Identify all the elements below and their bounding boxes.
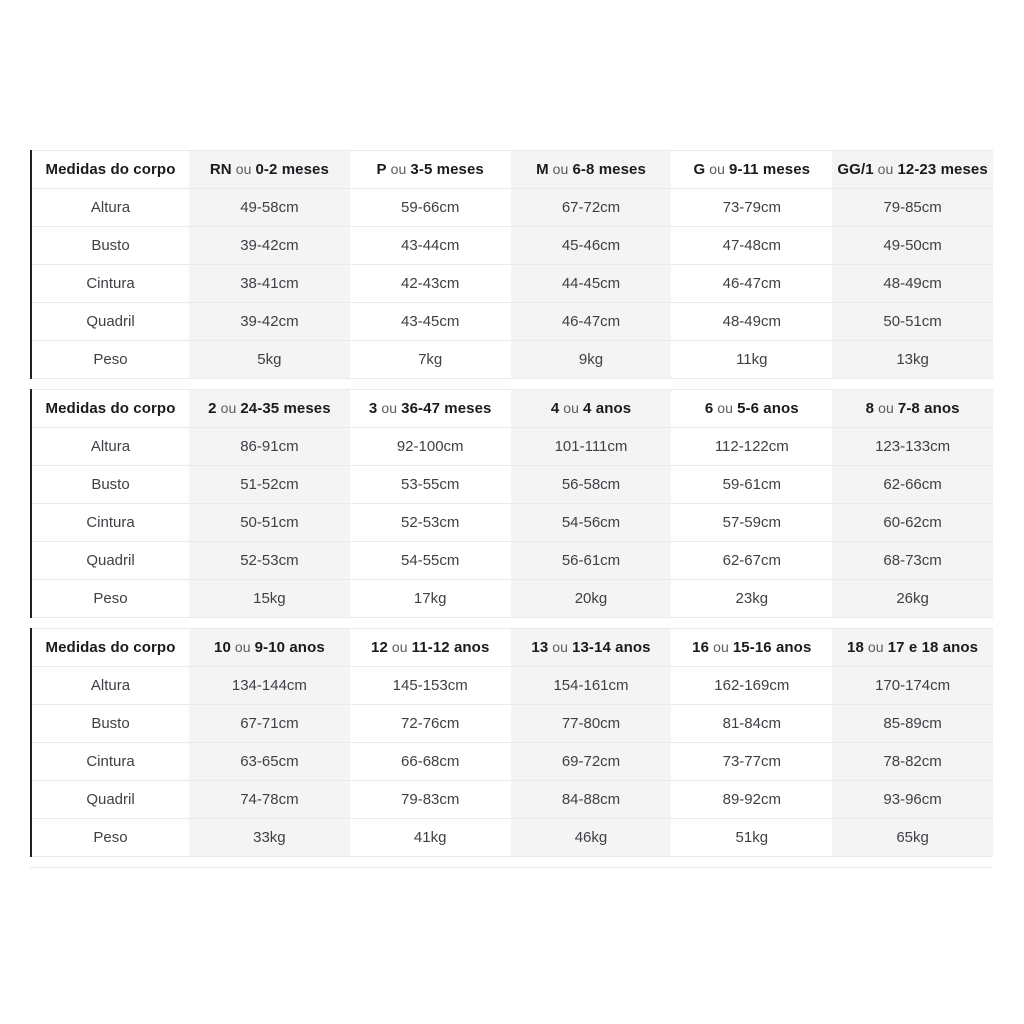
- size-code: 8: [865, 400, 875, 417]
- measurement-cell: 59-66cm: [350, 189, 511, 227]
- row-label: Peso: [31, 819, 189, 857]
- measurement-cell: 84-88cm: [511, 781, 672, 819]
- measurement-cell: 85-89cm: [832, 705, 993, 743]
- measurement-cell: 123-133cm: [832, 428, 993, 466]
- size-age-range: 7-8 anos: [897, 400, 960, 417]
- measurement-cell: 67-72cm: [511, 189, 672, 227]
- size-code: RN: [209, 161, 232, 178]
- table-row: [31, 303, 993, 341]
- measurement-cell: 66-68cm: [350, 743, 511, 781]
- measurement-cell: 74-78cm: [189, 781, 350, 819]
- measurement-cell: 41kg: [350, 819, 511, 857]
- size-column-header: [511, 151, 672, 189]
- size-column-header: [832, 151, 993, 189]
- size-column-header: [189, 629, 350, 667]
- size-age-range: 13-14 anos: [572, 639, 651, 656]
- table-row: [31, 542, 993, 580]
- size-code: 18: [847, 639, 864, 656]
- measurement-cell: 39-42cm: [189, 227, 350, 265]
- size-age-range: 15-16 anos: [732, 639, 812, 656]
- table-row: [31, 667, 993, 705]
- measurement-cell: 59-61cm: [671, 466, 832, 504]
- measurement-cell: 73-77cm: [671, 743, 832, 781]
- table-row: [31, 743, 993, 781]
- table-row: [31, 227, 993, 265]
- measurement-cell: 13kg: [832, 341, 993, 379]
- size-column-header: [350, 629, 511, 667]
- measurement-cell: 63-65cm: [189, 743, 350, 781]
- measurement-cell: 46-47cm: [671, 265, 832, 303]
- connector-text: ou: [220, 400, 237, 416]
- size-age-range: 6-8 meses: [572, 161, 646, 178]
- size-code: 10: [214, 639, 231, 656]
- size-code: 4: [550, 400, 560, 417]
- table-row: [31, 580, 993, 618]
- measurement-cell: 9kg: [511, 341, 672, 379]
- table-header-row: [31, 629, 993, 667]
- measures-column-header: Medidas do corpo: [31, 151, 189, 189]
- measurement-cell: 134-144cm: [189, 667, 350, 705]
- bottom-divider: [30, 867, 993, 868]
- size-column-header: [350, 390, 511, 428]
- measurement-cell: 57-59cm: [671, 504, 832, 542]
- size-age-range: 36-47 meses: [401, 400, 492, 417]
- connector-text: ou: [552, 639, 569, 655]
- size-code: 13: [531, 639, 549, 656]
- measurement-cell: 65kg: [832, 819, 993, 857]
- connector-text: ou: [878, 400, 894, 416]
- size-code: P: [376, 161, 387, 178]
- measurement-cell: 170-174cm: [832, 667, 993, 705]
- connector-text: ou: [717, 400, 734, 416]
- size-column-header: [671, 629, 832, 667]
- measurement-cell: 68-73cm: [832, 542, 993, 580]
- table-row: [31, 428, 993, 466]
- connector-text: ou: [867, 639, 884, 655]
- size-age-range: 12-23 meses: [897, 161, 988, 178]
- size-column-header: [832, 390, 993, 428]
- connector-text: ou: [390, 161, 407, 177]
- measurement-cell: 56-58cm: [511, 466, 672, 504]
- table-row: [31, 819, 993, 857]
- measurement-cell: 89-92cm: [671, 781, 832, 819]
- connector-text: ou: [381, 400, 398, 416]
- connector-text: ou: [552, 161, 569, 177]
- measurement-cell: 43-45cm: [350, 303, 511, 341]
- connector-text: ou: [391, 639, 408, 655]
- measurement-cell: 72-76cm: [350, 705, 511, 743]
- size-code: 12: [371, 639, 388, 656]
- connector-text: ou: [877, 161, 894, 177]
- measurement-cell: 46kg: [511, 819, 672, 857]
- measurement-cell: 52-53cm: [350, 504, 511, 542]
- row-label: Quadril: [31, 303, 189, 341]
- measurement-cell: 38-41cm: [189, 265, 350, 303]
- measurement-cell: 33kg: [189, 819, 350, 857]
- measurement-cell: 60-62cm: [832, 504, 993, 542]
- table-row: [31, 341, 993, 379]
- measurement-cell: 46-47cm: [511, 303, 672, 341]
- measurement-cell: 62-67cm: [671, 542, 832, 580]
- row-label: Quadril: [31, 542, 189, 580]
- size-age-range: 3-5 meses: [410, 161, 484, 178]
- measurement-cell: 45-46cm: [511, 227, 672, 265]
- size-table: [30, 389, 993, 618]
- measurement-cell: 47-48cm: [671, 227, 832, 265]
- row-label: Altura: [31, 667, 189, 705]
- measurement-cell: 26kg: [832, 580, 993, 618]
- table-row: [31, 466, 993, 504]
- measurement-cell: 51-52cm: [189, 466, 350, 504]
- measurement-cell: 50-51cm: [189, 504, 350, 542]
- measurement-cell: 43-44cm: [350, 227, 511, 265]
- connector-text: ou: [234, 639, 251, 655]
- measurement-cell: 15kg: [189, 580, 350, 618]
- size-column-header: [511, 390, 672, 428]
- row-label: Peso: [31, 580, 189, 618]
- size-table: [30, 150, 993, 379]
- table-row: [31, 265, 993, 303]
- measurement-cell: 11kg: [671, 341, 832, 379]
- measurement-cell: 79-83cm: [350, 781, 511, 819]
- measurement-cell: 17kg: [350, 580, 511, 618]
- size-column-header: [671, 151, 832, 189]
- size-column-header: [511, 629, 672, 667]
- size-tables-root: [30, 150, 993, 857]
- row-label: Altura: [31, 428, 189, 466]
- measurement-cell: 44-45cm: [511, 265, 672, 303]
- measurement-cell: 49-50cm: [832, 227, 993, 265]
- size-age-range: 4 anos: [583, 400, 632, 417]
- measurement-cell: 42-43cm: [350, 265, 511, 303]
- measurement-cell: 53-55cm: [350, 466, 511, 504]
- row-label: Cintura: [31, 265, 189, 303]
- row-label: Quadril: [31, 781, 189, 819]
- measurement-cell: 162-169cm: [671, 667, 832, 705]
- size-column-header: [189, 151, 350, 189]
- measurement-cell: 62-66cm: [832, 466, 993, 504]
- size-age-range: 9-11 meses: [729, 161, 811, 178]
- measurement-cell: 78-82cm: [832, 743, 993, 781]
- table-row: [31, 781, 993, 819]
- row-label: Busto: [31, 466, 189, 504]
- table-header-row: [31, 151, 993, 189]
- size-code: GG/1: [837, 161, 874, 178]
- table-row: [31, 189, 993, 227]
- measurement-cell: 77-80cm: [511, 705, 672, 743]
- size-age-range: 17 e 18 anos: [887, 639, 979, 656]
- row-label: Busto: [31, 705, 189, 743]
- row-label: Cintura: [31, 504, 189, 542]
- measurement-cell: 48-49cm: [832, 265, 993, 303]
- size-table: [30, 628, 993, 857]
- size-age-range: 24-35 meses: [240, 400, 331, 417]
- measurement-cell: 54-56cm: [511, 504, 672, 542]
- size-guide-tables: [30, 150, 993, 868]
- measurement-cell: 112-122cm: [671, 428, 832, 466]
- measurement-cell: 79-85cm: [832, 189, 993, 227]
- row-label: Cintura: [31, 743, 189, 781]
- measurement-cell: 49-58cm: [189, 189, 350, 227]
- measurement-cell: 154-161cm: [511, 667, 672, 705]
- measurement-cell: 52-53cm: [189, 542, 350, 580]
- measurement-cell: 48-49cm: [671, 303, 832, 341]
- size-code: G: [693, 161, 706, 178]
- connector-text: ou: [709, 161, 726, 177]
- size-column-header: [189, 390, 350, 428]
- size-age-range: 5-6 anos: [737, 400, 799, 417]
- measures-column-header: Medidas do corpo: [31, 390, 189, 428]
- row-label: Busto: [31, 227, 189, 265]
- connector-text: ou: [235, 161, 252, 177]
- measurement-cell: 20kg: [511, 580, 672, 618]
- measurement-cell: 93-96cm: [832, 781, 993, 819]
- measurement-cell: 5kg: [189, 341, 350, 379]
- measurement-cell: 145-153cm: [350, 667, 511, 705]
- measurement-cell: 23kg: [671, 580, 832, 618]
- measurement-cell: 50-51cm: [832, 303, 993, 341]
- size-code: 6: [704, 400, 714, 417]
- size-column-header: [671, 390, 832, 428]
- size-code: 3: [368, 400, 378, 417]
- size-code: M: [536, 161, 549, 178]
- measurement-cell: 69-72cm: [511, 743, 672, 781]
- measurement-cell: 92-100cm: [350, 428, 511, 466]
- table-row: [31, 705, 993, 743]
- measures-column-header: Medidas do corpo: [31, 629, 189, 667]
- measurement-cell: 7kg: [350, 341, 511, 379]
- row-label: Peso: [31, 341, 189, 379]
- measurement-cell: 86-91cm: [189, 428, 350, 466]
- table-header-row: [31, 390, 993, 428]
- measurement-cell: 39-42cm: [189, 303, 350, 341]
- size-age-range: 0-2 meses: [255, 161, 329, 178]
- connector-text: ou: [713, 639, 729, 655]
- size-column-header: [350, 151, 511, 189]
- connector-text: ou: [563, 400, 580, 416]
- measurement-cell: 67-71cm: [189, 705, 350, 743]
- size-code: 2: [208, 400, 217, 417]
- measurement-cell: 51kg: [671, 819, 832, 857]
- measurement-cell: 81-84cm: [671, 705, 832, 743]
- size-code: 16: [692, 639, 710, 656]
- row-label: Altura: [31, 189, 189, 227]
- measurement-cell: 54-55cm: [350, 542, 511, 580]
- table-row: [31, 504, 993, 542]
- measurement-cell: 73-79cm: [671, 189, 832, 227]
- measurement-cell: 101-111cm: [511, 428, 672, 466]
- size-age-range: 11-12 anos: [411, 639, 490, 656]
- measurement-cell: 56-61cm: [511, 542, 672, 580]
- size-age-range: 9-10 anos: [254, 639, 325, 656]
- size-column-header: [832, 629, 993, 667]
